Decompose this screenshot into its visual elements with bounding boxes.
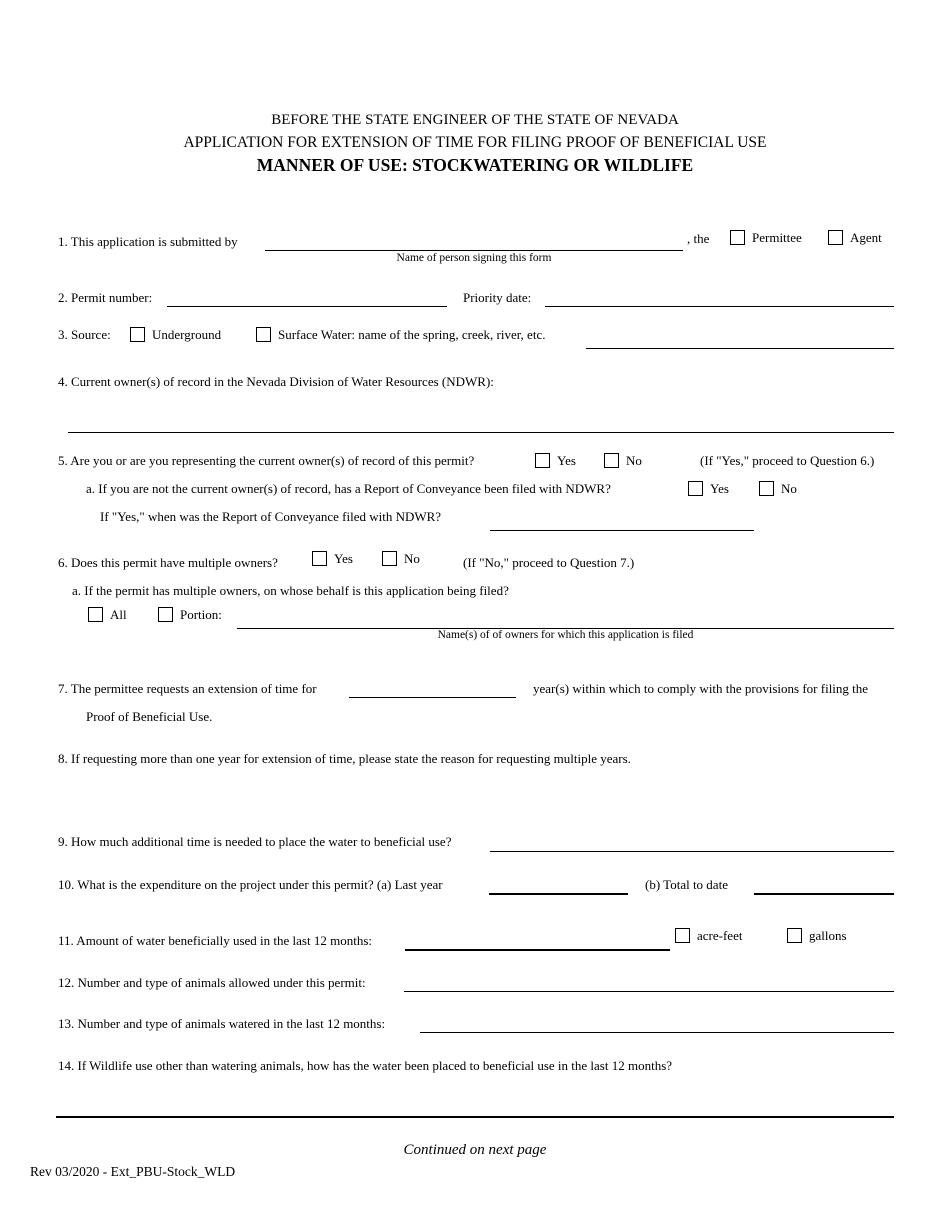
q5a-yes-label: Yes	[710, 481, 729, 496]
priority-date-field[interactable]	[545, 306, 894, 307]
extension-years-field[interactable]	[349, 697, 516, 698]
q5-yes-label: Yes	[557, 453, 576, 468]
total-to-date-label: (b) Total to date	[645, 877, 728, 892]
page-title: MANNER OF USE: STOCKWATERING OR WILDLIFE	[256, 155, 694, 175]
last-year-expenditure-field[interactable]	[489, 893, 628, 895]
q6-yes-label: Yes	[334, 551, 353, 566]
portion-label: Portion:	[180, 607, 222, 622]
agent-label: Agent	[850, 230, 882, 245]
q8-label: 8. If requesting more than one year for extension of time, please state the reason for requesting multiple years.	[58, 751, 631, 766]
continued-note: Continued on next page	[403, 1142, 547, 1158]
q5-yes-checkbox[interactable]	[535, 453, 550, 468]
q1-sublabel: Name of person signing this form	[396, 252, 552, 264]
wildlife-use-field[interactable]	[56, 1116, 894, 1118]
priority-date-label: Priority date:	[463, 290, 532, 305]
underground-label: Underground	[152, 327, 222, 342]
q5-when-label: If "Yes," when was the Report of Conveyance filed with NDWR?	[100, 509, 442, 524]
surface-water-name-field[interactable]	[586, 348, 894, 349]
gallons-label: gallons	[809, 928, 847, 943]
agent-checkbox[interactable]	[828, 230, 843, 245]
conveyance-date-field[interactable]	[490, 530, 754, 531]
q7-line2: Proof of Beneficial Use.	[86, 709, 213, 724]
all-checkbox[interactable]	[88, 607, 103, 622]
q6a-label: a. If the permit has multiple owners, on whose behalf is this application being filed?	[72, 583, 509, 598]
q5a-label: a. If you are not the current owner(s) of record, has a Report of Conveyance been filed with NDWR?	[86, 481, 611, 496]
q13-label: 13. Number and type of animals watered in the last 12 months:	[58, 1016, 386, 1031]
q11-label: 11. Amount of water beneficially used in the last 12 months:	[58, 933, 372, 948]
q5a-no-label: No	[781, 481, 797, 496]
q5a-yes-checkbox[interactable]	[688, 481, 703, 496]
header-line-1: BEFORE THE STATE ENGINEER OF THE STATE OF NEVADA	[271, 112, 679, 128]
surface-water-checkbox[interactable]	[256, 327, 271, 342]
total-to-date-field[interactable]	[754, 893, 894, 895]
owner-names-sublabel: Name(s) of of owners for which this application is filed	[437, 629, 694, 641]
animals-allowed-field[interactable]	[404, 991, 894, 992]
header-line-2: APPLICATION FOR EXTENSION OF TIME FOR FILING PROOF OF BENEFICIAL USE	[183, 134, 767, 151]
q5-note: (If "Yes," proceed to Question 6.)	[700, 453, 875, 468]
underground-checkbox[interactable]	[130, 327, 145, 342]
q7-label: 7. The permittee requests an extension of time for	[58, 681, 317, 696]
q6-yes-checkbox[interactable]	[312, 551, 327, 566]
surface-water-label: Surface Water: name of the spring, creek, river, etc.	[278, 327, 546, 342]
q4-label: 4. Current owner(s) of record in the Nevada Division of Water Resources (NDWR):	[58, 374, 494, 389]
acre-feet-checkbox[interactable]	[675, 928, 690, 943]
q7-tail: year(s) within which to comply with the provisions for filing the	[533, 681, 869, 696]
q12-label: 12. Number and type of animals allowed under this permit:	[58, 975, 366, 990]
q6-label: 6. Does this permit have multiple owners?	[58, 555, 278, 570]
q9-label: 9. How much additional time is needed to place the water to beneficial use?	[58, 834, 452, 849]
animals-watered-field[interactable]	[420, 1032, 894, 1033]
q6-note: (If "No," proceed to Question 7.)	[463, 555, 635, 570]
current-owner-field[interactable]	[68, 432, 894, 433]
permittee-checkbox[interactable]	[730, 230, 745, 245]
additional-time-field[interactable]	[490, 851, 894, 852]
q1-the-text: , the	[687, 231, 710, 246]
q5-label: 5. Are you or are you representing the current owner(s) of record of this permit?	[58, 453, 475, 468]
q10-label: 10. What is the expenditure on the project under this permit? (a) Last year	[58, 877, 443, 892]
q5-no-checkbox[interactable]	[604, 453, 619, 468]
all-label: All	[110, 607, 127, 622]
water-amount-field[interactable]	[405, 949, 670, 951]
q14-label: 14. If Wildlife use other than watering animals, how has the water been placed to beneficial use in the last 12 months?	[58, 1058, 673, 1073]
gallons-checkbox[interactable]	[787, 928, 802, 943]
q5-no-label: No	[626, 453, 642, 468]
permittee-label: Permittee	[752, 230, 802, 245]
revision-label: Rev 03/2020 - Ext_PBU-Stock_WLD	[30, 1164, 236, 1179]
portion-checkbox[interactable]	[158, 607, 173, 622]
q1-name-field[interactable]	[265, 250, 683, 251]
acre-feet-label: acre-feet	[697, 928, 743, 943]
q2-label: 2. Permit number:	[58, 290, 153, 305]
permit-number-field[interactable]	[167, 306, 447, 307]
q3-label: 3. Source:	[58, 327, 111, 342]
q1-label: 1. This application is submitted by	[58, 234, 238, 249]
q5a-no-checkbox[interactable]	[759, 481, 774, 496]
q6-no-label: No	[404, 551, 420, 566]
q6-no-checkbox[interactable]	[382, 551, 397, 566]
